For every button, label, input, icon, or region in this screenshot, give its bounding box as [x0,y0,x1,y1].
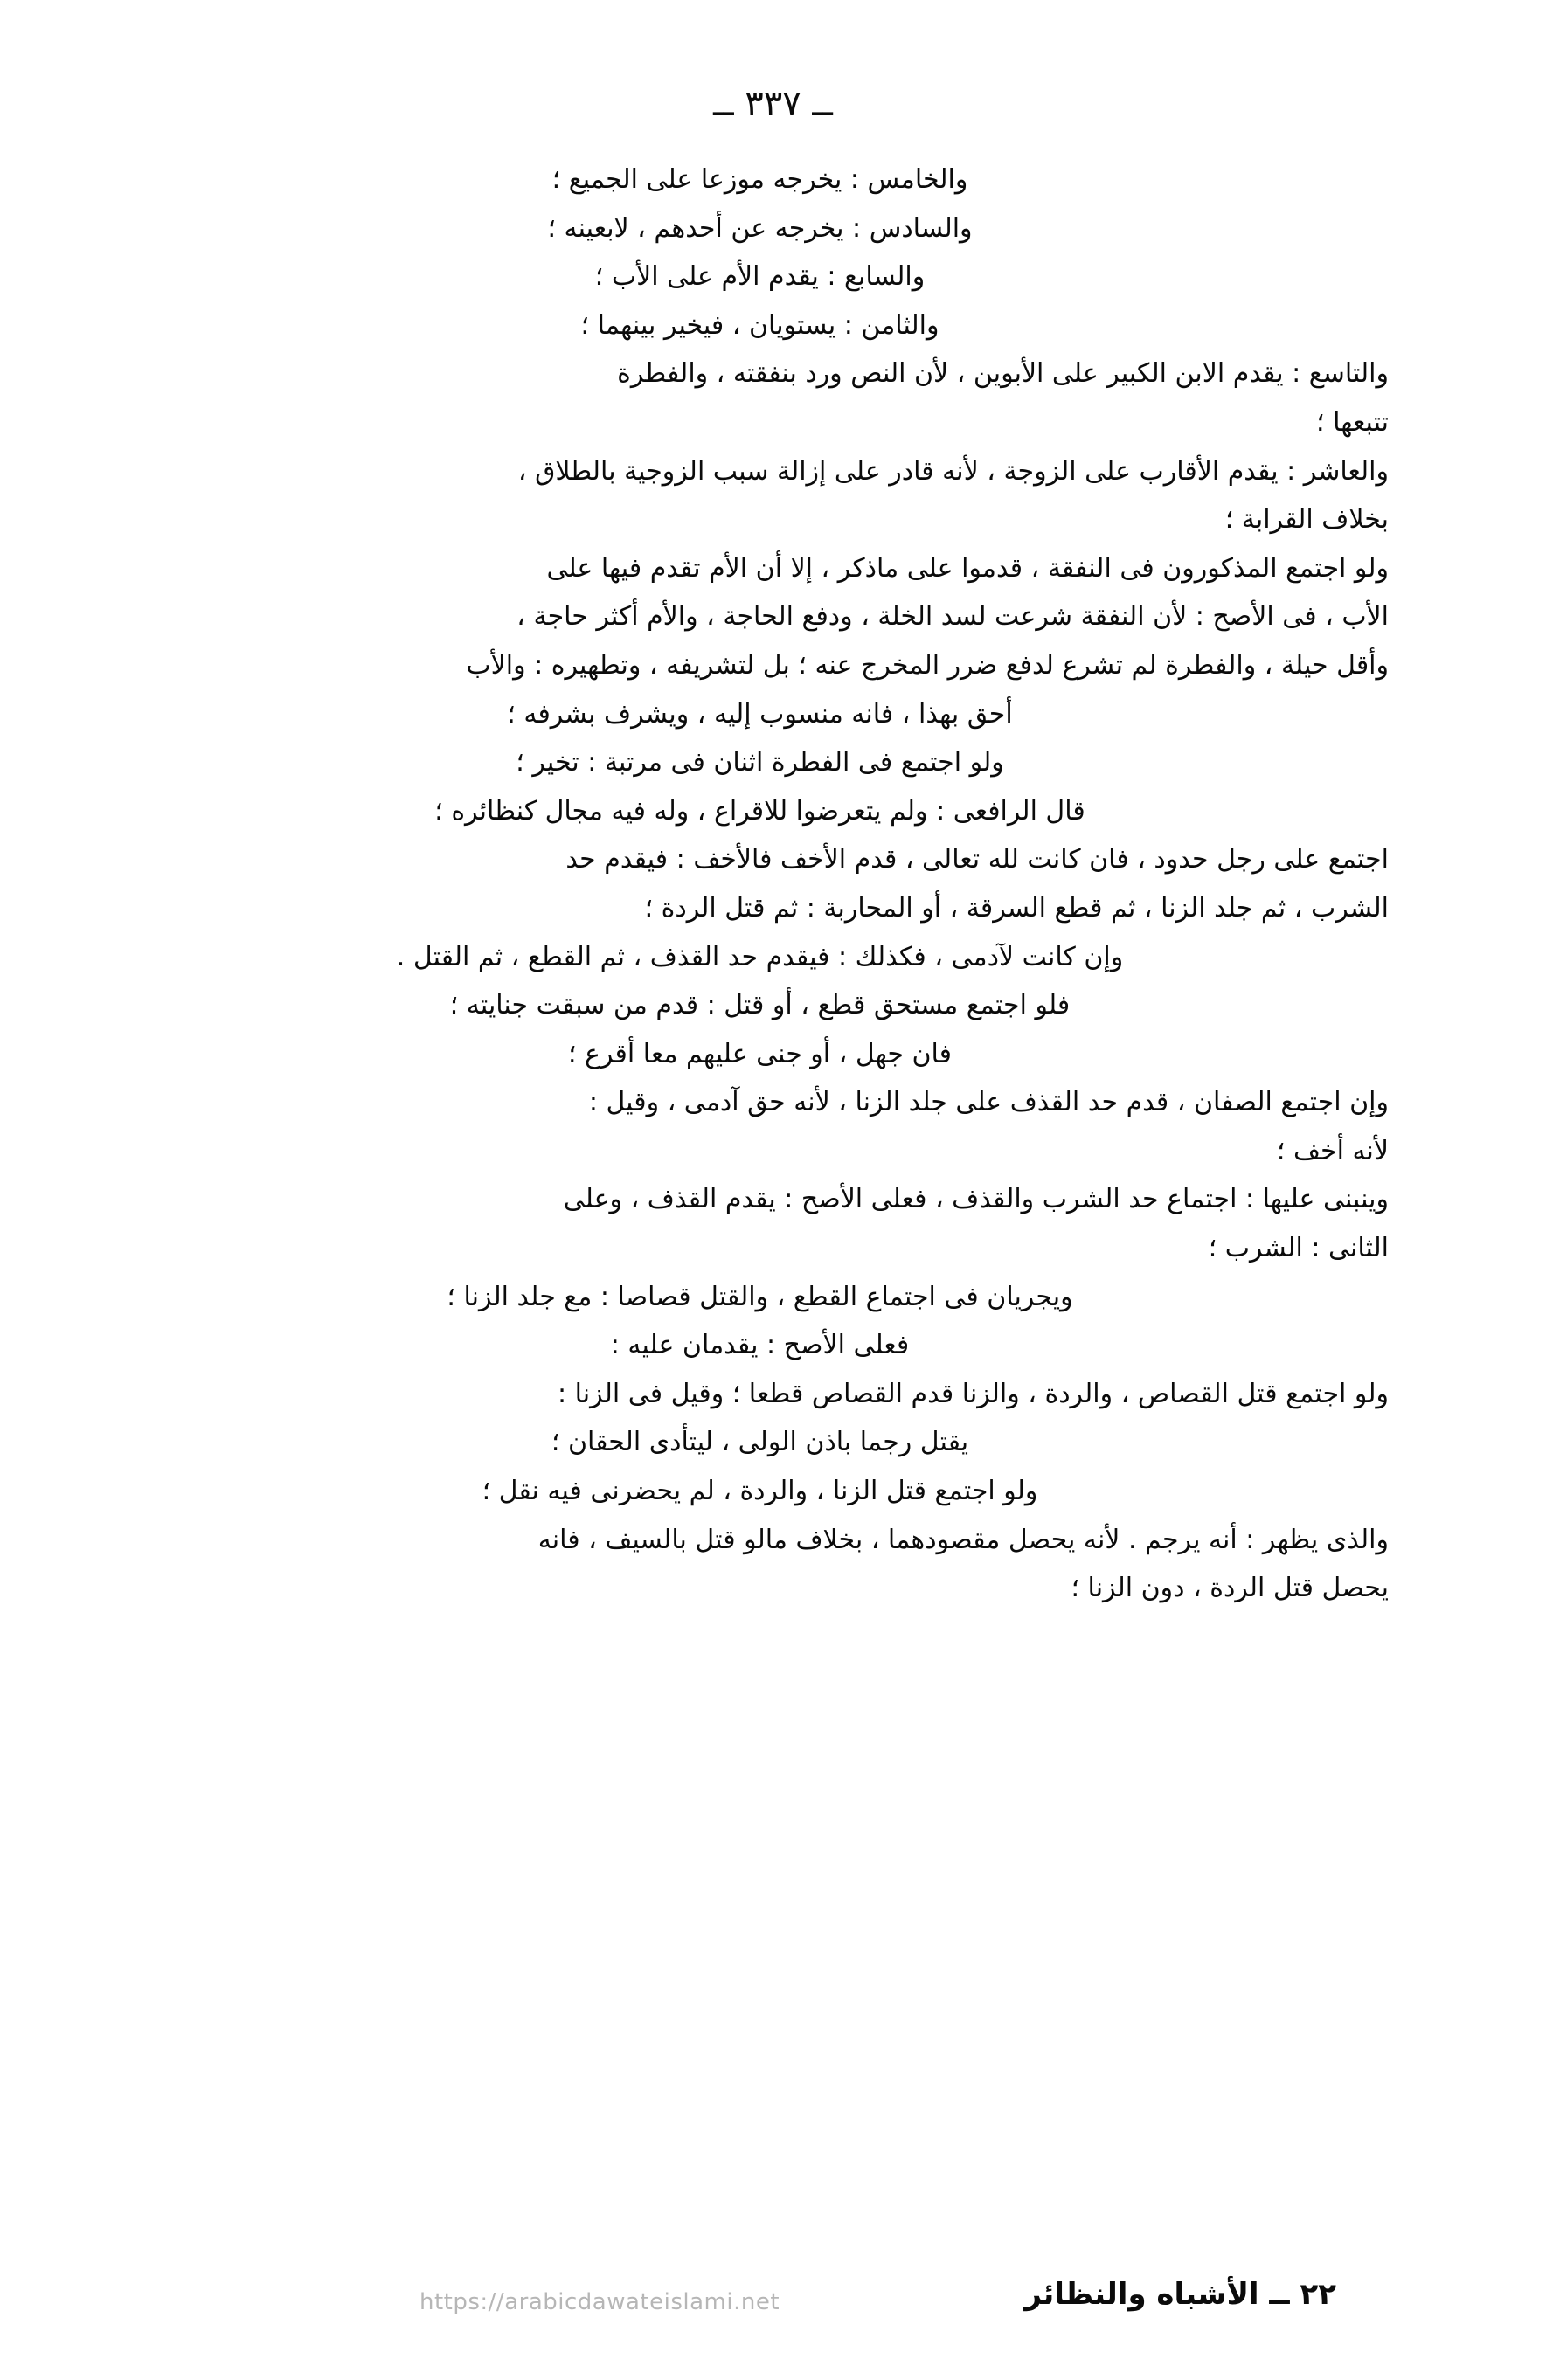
text-paragraph: ولو اجتمع قتل الزنا ، والردة ، لم يحضرنى فيه نقل ؛ [482,1476,1038,1507]
text-paragraph: والذى يظهر : أنه يرجم . لأنه يحصل مقصودهما ، بخلاف مالو قتل بالسيف ، فانه [537,1524,1389,1555]
text-paragraph: لأنه أخف ؛ [1276,1135,1389,1166]
text-paragraph: أحق بهذا ، فانه منسوب إليه ، ويشرف بشرفه ؛ [507,698,1013,730]
body-text [131,157,1389,1615]
page-number: ــ ٣٣٧ ــ [713,84,833,124]
text-paragraph: فلو اجتمع مستحق قطع ، أو قتل : قدم من سبقت جنايته ؛ [449,990,1071,1021]
text-paragraph: ولو اجتمع المذكورون فى النفقة ، قدموا على ماذكر ، إلا أن الأم تقدم فيها على [546,552,1389,584]
text-paragraph: وأقل حيلة ، والفطرة لم تشرع لدفع ضرر المخرج عنه ؛ بل لتشريفه ، وتطهيره : والأب [466,649,1389,681]
book-title-label: ٢٢ ــ الأشباه والنظائر [1024,2277,1336,2312]
text-paragraph: والخامس : يخرجه موزعا على الجميع ؛ [551,164,968,195]
text-paragraph: والسادس : يخرجه عن أحدهم ، لابعينه ؛ [547,212,973,244]
text-paragraph: والتاسع : يقدم الابن الكبير على الأبوين ، لأن النص ورد بنفقته ، والفطرة [617,358,1389,390]
text-paragraph: بخلاف القرابة ؛ [1224,504,1389,536]
text-paragraph: والعاشر : يقدم الأقارب على الزوجة ، لأنه قادر على إزالة سبب الزوجية بالطلاق ، [517,455,1389,487]
text-paragraph: الأب ، فى الأصح : لأن النفقة شرعت لسد الخلة ، ودفع الحاجة ، والأم أكثر حاجة ، [516,601,1389,633]
text-paragraph: والسابع : يقدم الأم على الأب ؛ [594,261,926,293]
text-paragraph: فعلى الأصح : يقدمان عليه : [610,1330,910,1361]
text-paragraph: فان جهل ، أو جنى عليهم معا أقرع ؛ [567,1038,953,1069]
text-paragraph: اجتمع على رجل حدود ، فان كانت لله تعالى ، قدم الأخف فالأخف : فيقدم حد [565,844,1389,875]
text-paragraph: الشرب ، ثم جلد الزنا ، ثم قطع السرقة ، أو المحاربة : ثم قتل الردة ؛ [644,892,1389,924]
text-paragraph: قال الرافعى : ولم يتعرضوا للاقراع ، وله فيه مجال كنظائره ؛ [434,795,1085,827]
text-paragraph: يحصل قتل الردة ، دون الزنا ؛ [1071,1573,1389,1604]
text-paragraph: ولو اجتمع فى الفطرة اثنان فى مرتبة : تخير ؛ [516,747,1004,778]
text-paragraph: والثامن : يستويان ، فيخير بينهما ؛ [580,309,939,341]
text-paragraph: وإن اجتمع الصفان ، قدم حد القذف على جلد الزنا ، لأنه حق آدمى ، وقيل : [588,1087,1389,1118]
watermark-url: https://arabicdawateislami.net [419,2289,780,2315]
text-paragraph: وينبنى عليها : اجتماع حد الشرب والقذف ، فعلى الأصح : يقدم القذف ، وعلى [563,1184,1389,1215]
text-paragraph: ولو اجتمع قتل القصاص ، والردة ، والزنا قدم القصاص قطعا ؛ وقيل فى الزنا : [558,1378,1389,1409]
page-footer [131,2277,1371,2329]
text-paragraph: يقتل رجما باذن الولى ، ليتأدى الحقان ؛ [551,1427,969,1458]
text-paragraph: الثانى : الشرب ؛ [1208,1233,1389,1264]
text-paragraph: تتبعها ؛ [1316,406,1389,438]
text-paragraph: ويجريان فى اجتماع القطع ، والقتل قصاصا : مع جلد الزنا ؛ [447,1281,1073,1312]
text-paragraph: وإن كانت لآدمى ، فكذلك : فيقدم حد القذف ، ثم القطع ، ثم القتل . [396,941,1124,972]
